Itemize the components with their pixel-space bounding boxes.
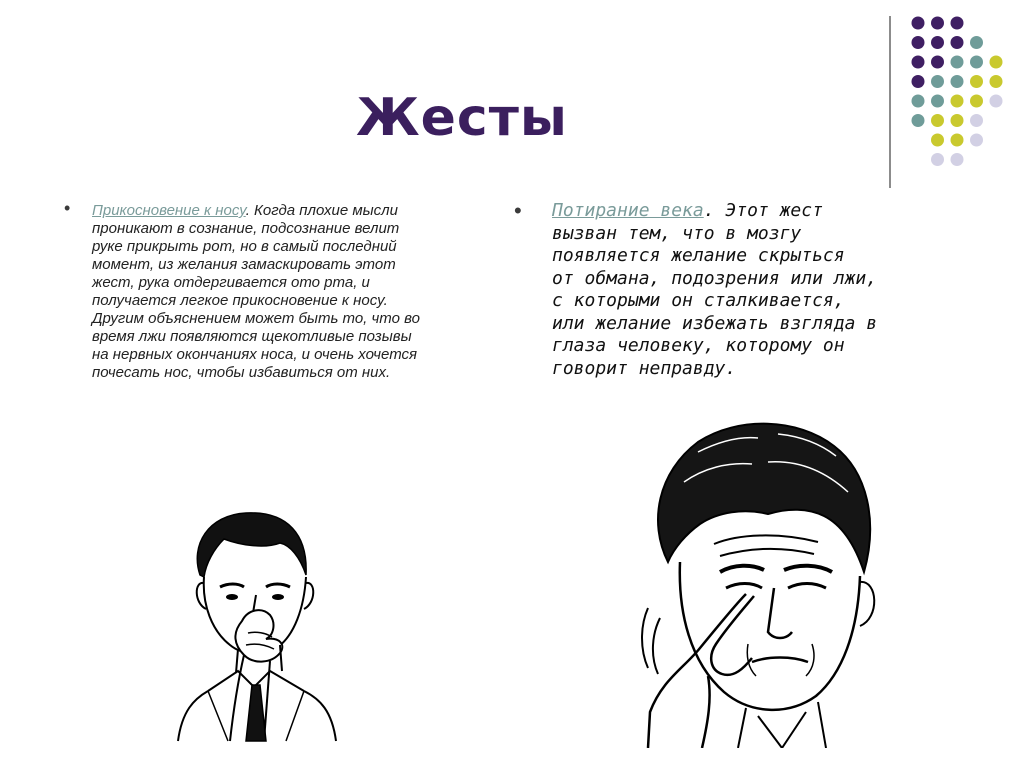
decorative-dot: [990, 75, 1003, 88]
right-bullet-line: или желание избежать взгляда в: [552, 312, 878, 334]
right-bullet-body: [552, 200, 877, 379]
right-bullet-line: от обмана, подозрения или лжи,: [552, 267, 878, 289]
decorative-dot: [970, 95, 983, 108]
decorative-dot: [990, 95, 1003, 108]
decorative-dot: [951, 75, 964, 88]
decorative-dot: [951, 153, 964, 166]
decorative-dot: [912, 95, 925, 108]
left-bullet-term[interactable]: Прикосновение к носу: [92, 202, 246, 219]
decorative-dot: [931, 36, 944, 49]
decorative-dot: [931, 75, 944, 88]
left-bullet-line: жест, рука отдергивается ото рта, и: [92, 274, 370, 291]
left-bullet-line: время лжи появляются щекотливые позывы: [92, 328, 412, 345]
decorative-dot: [912, 114, 925, 127]
left-bullet-line: на нервных окончаниях носа, и очень хочется: [92, 346, 418, 363]
decorative-dot: [912, 56, 925, 69]
right-bullet-line: появляется желание скрыться: [552, 245, 845, 266]
right-bullet-separator: .: [703, 200, 726, 221]
right-bullet-line: с которыми он сталкивается,: [552, 290, 845, 311]
decorative-dot: [951, 36, 964, 49]
divider-line: [889, 16, 891, 188]
right-bullet-text: [552, 200, 932, 380]
decorative-dot: [931, 134, 944, 147]
right-bullet-line: глаза человеку, которому он: [552, 335, 845, 356]
decorative-dot: [951, 17, 964, 30]
decorative-dot: [951, 134, 964, 147]
decorative-dot: [970, 134, 983, 147]
illustration-eye-rub: [628, 412, 890, 748]
decorative-dot: [970, 36, 983, 49]
decorative-dot: [931, 17, 944, 30]
left-bullet-line: Другим объяснением может быть то, что во: [92, 310, 420, 327]
right-bullet-line: Этот жест: [725, 200, 823, 221]
left-bullet-separator: .: [245, 202, 255, 219]
decorative-dot: [970, 114, 983, 127]
left-bullet-line: получается легкое прикосновение к носу.: [92, 292, 388, 309]
decorative-dot: [990, 56, 1003, 69]
left-bullet-line: Когда плохие мысли: [254, 202, 398, 219]
left-bullet-line: почесать нос, чтобы избавиться от них.: [92, 364, 391, 381]
decorative-dot: [931, 95, 944, 108]
right-bullet-line: говорит неправду.: [552, 357, 737, 379]
decorative-dot: [970, 56, 983, 69]
slide-title: Жесты: [356, 88, 568, 148]
decorative-dot: [912, 36, 925, 49]
left-bullet-text: [92, 202, 512, 382]
illustration-nose-touch: [168, 505, 346, 750]
decorative-dot: [951, 95, 964, 108]
right-bullet-term[interactable]: Потирание века: [552, 200, 704, 221]
decorative-dot: [931, 56, 944, 69]
decorative-dot: [931, 114, 944, 127]
decorative-dot: [912, 75, 925, 88]
decorative-dot: [912, 17, 925, 30]
decorative-dot: [931, 153, 944, 166]
decorative-dot: [970, 75, 983, 88]
bullet-dot-left: •: [64, 198, 71, 218]
bullet-dot-right: •: [514, 198, 522, 223]
left-bullet-line: проникают в сознание, подсознание велит: [92, 220, 400, 237]
decorative-dot: [951, 56, 964, 69]
right-bullet-line: вызван тем, что в мозгу: [552, 222, 802, 244]
left-bullet-body: [92, 202, 420, 381]
left-bullet-line: руке прикрыть рот, но в самый последний: [92, 238, 397, 255]
decorative-dot: [951, 114, 964, 127]
left-bullet-line: момент, из желания замаскировать этот: [92, 256, 396, 273]
